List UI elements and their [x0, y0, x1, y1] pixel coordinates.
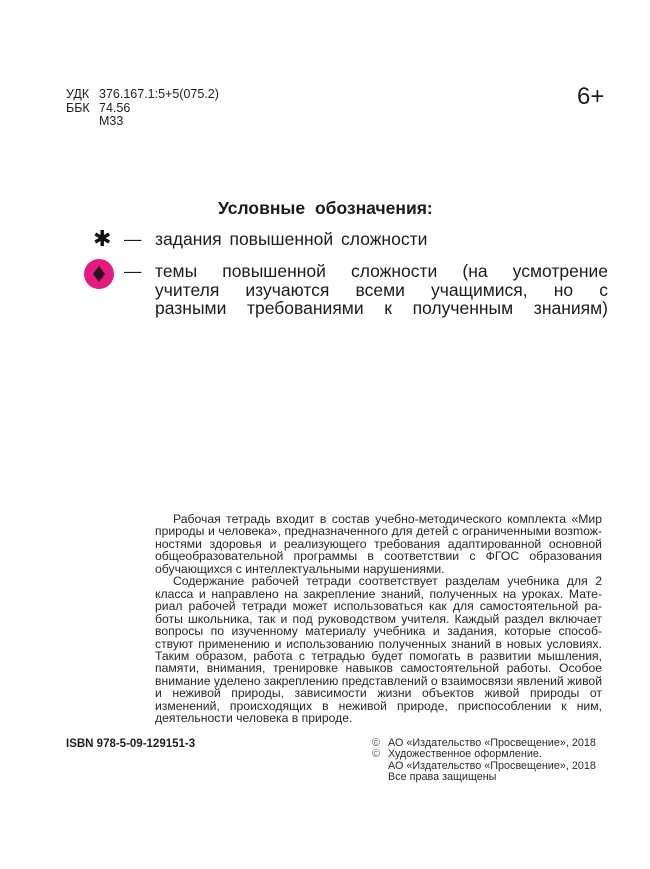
legend-text	[155, 262, 608, 318]
legend-text-line: учителя изучаются всеми учащимися, но с	[155, 279, 608, 300]
age-rating: 6+	[577, 83, 605, 110]
udc-row	[66, 88, 219, 102]
annotation-text	[155, 513, 602, 725]
copyright-icon: ©	[372, 748, 380, 761]
annotation-paragraph: Рабочая тетрадь входит в состав учебно-методического комплекта «Мир природы и человека», предназначенного для детей с ограниченными возmожностями здоровья и реализующего требования адаптированной основной общеобразовательной программы в соответствии с ФГОС образования обучающихся с интеллектуальными нарушениями.	[155, 512, 602, 576]
asterisk-icon: ✱	[93, 226, 112, 251]
copyright-spacer	[372, 772, 388, 783]
copyright-text: АО «Издательство «Просвещение», 2018	[388, 759, 596, 772]
legend-dash: —	[124, 261, 142, 281]
copyright-spacer	[372, 761, 388, 772]
udc-value: 376.167.1:5+5(075.2)	[99, 87, 219, 101]
bbk-row	[66, 102, 219, 116]
isbn: ISBN 978-5-09-129151-3	[66, 738, 196, 750]
copyright-row	[372, 749, 596, 760]
copyright-block	[372, 738, 596, 783]
copyright-icon: ©	[372, 737, 380, 749]
author-mark-row	[66, 115, 219, 129]
legend-text-line: темы повышенной сложности (на усмотрение	[155, 261, 608, 281]
author-mark-label	[66, 115, 99, 129]
legend-title: Условные обозначения:	[218, 198, 433, 218]
copyright-row	[372, 772, 596, 783]
copyright-text: АО «Издательство «Просвещение», 2018	[388, 737, 596, 749]
annotation-paragraph: Содержание рабочей тетради соответствует разделам учебника для 2 класса и направлено на закрепление знаний, полученных на уроках. Материал рабочей тетради может использоваться как для самостоятельной работы школьника, так и под руководством учителя. Каждый раздел включает вопросы по изученному материалу учебника и задания, которые способствуют применению и использованию полученных знаний в новых условиях. Таким образом, работа с тетрадью будет помогать в развитии мышления, памяти, внимания, тренировке навыков самостоятельной работы. Особое внимание уделено закреплению представлений о взаимосвязи явлений живой и неживой природы, зависимости жизни объектов живой природы от изменений, происходящих в неживой природе, приспособлении к ним, деятельности человека в природе.	[155, 574, 602, 726]
legend-text-line: разными требованиями к полученным знаниям)	[155, 298, 608, 318]
rights-reserved: Все права защищены	[388, 770, 497, 783]
legend-dash: —	[124, 229, 142, 249]
bbk-label: ББК	[66, 100, 90, 115]
udc-label: УДК	[66, 87, 90, 101]
author-mark-value: М33	[99, 114, 124, 128]
diamond-icon	[93, 266, 105, 282]
copyright-text: Художественное оформление.	[388, 748, 542, 761]
legend-text: задания повышенной сложности	[155, 229, 428, 249]
classification-block	[66, 88, 219, 129]
pink-diamond-circle-icon	[84, 259, 114, 289]
bbk-value: 74.56	[99, 100, 131, 115]
